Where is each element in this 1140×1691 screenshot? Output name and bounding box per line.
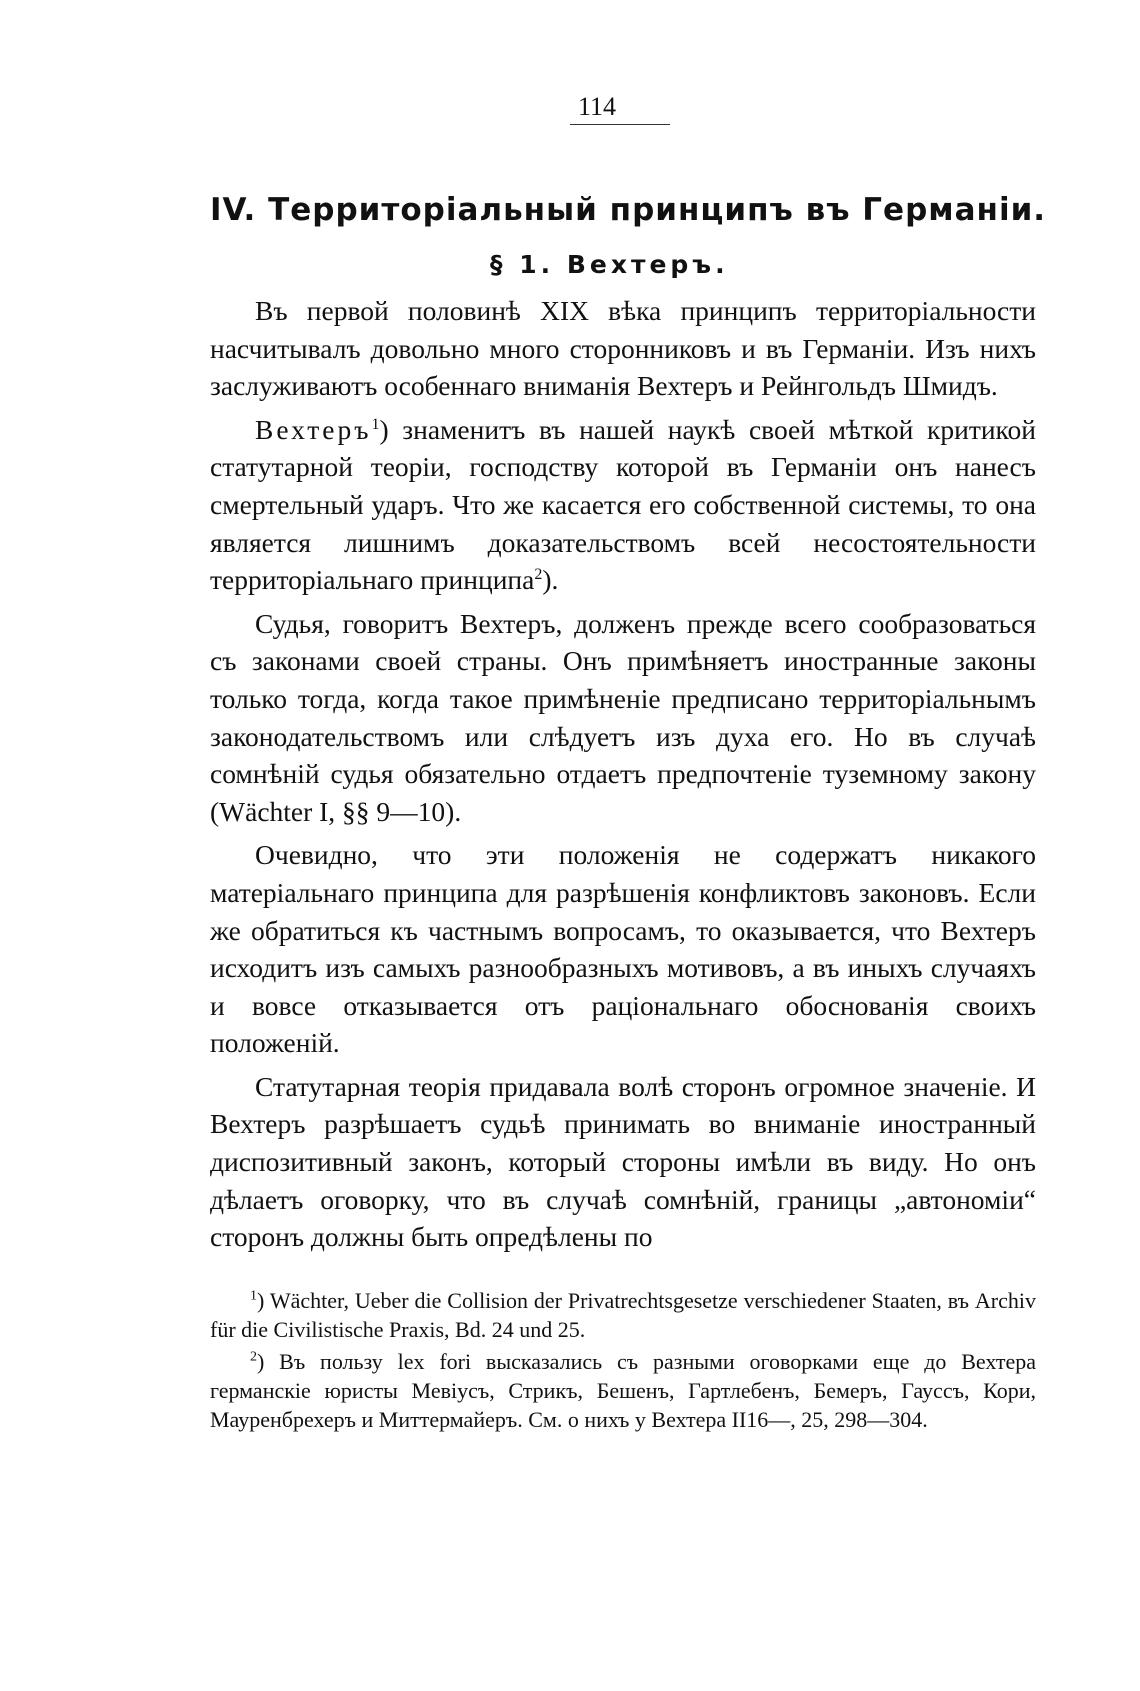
chapter-title: IV. Территоріальный принципъ въ Германіи. — [210, 192, 1047, 228]
footnote-1 — [210, 1286, 1036, 1344]
body-text — [210, 292, 1036, 1262]
footnote-1-text: ) Wächter, Ueber die Collision der Privatrechtsgesetze verschiedener Staaten, въ Archiv für die Civilistische Praxis, Bd. 24 und 25. — [210, 1288, 1036, 1342]
section-name: Вехтеръ. — [566, 250, 729, 279]
footnote-ref-1[interactable]: 1 — [371, 415, 380, 433]
section-sign: § 1. — [490, 250, 555, 279]
footnote-2 — [210, 1347, 1036, 1434]
paragraph-2 — [210, 411, 1036, 599]
page-number: 114 — [578, 92, 617, 121]
section-title — [490, 248, 729, 282]
paragraph-5: Статутарная теорія придавала волѣ сторонъ огромное значеніе. И Вехтеръ разрѣшаетъ судьѣ принимать во вниманіе иностранный диспозитивный законъ, который стороны имѣли въ виду. Но онъ дѣлаетъ оговорку, что въ случаѣ сомнѣній, границы „автономіи“ сторонъ должны быть опредѣлены по — [210, 1070, 1036, 1253]
footnote-1-mark: 1 — [250, 1288, 257, 1304]
footnotes — [210, 1286, 1036, 1437]
page-number-rule — [570, 124, 670, 125]
footnote-ref-2[interactable]: 2 — [534, 566, 543, 583]
paragraph-2-body: ) знаменитъ въ нашей наукѣ своей мѣткой критикой статутарной теоріи, господству которой въ Германіи онъ нанесъ смертельный ударъ. Что же касается его собственной системы, то она является лишнимъ доказательствомъ всей несостоятельности территоріальнаго принципа — [210, 413, 1036, 596]
paragraph-2-lead: Вехтеръ — [255, 413, 372, 445]
paragraph-4: Очевидно, что эти положенія не содержатъ никакого матеріальнаго принципа для разрѣшенія конфликтовъ законовъ. Если же обратиться къ частнымъ вопросамъ, то оказывается, что Вехтеръ исходитъ изъ самыхъ разнообразныхъ мотивовъ, а въ иныхъ случаяхъ и вовсе отказывается отъ раціональнаго обоснованія своихъ положеній. — [210, 839, 1036, 1059]
footnote-2-text: ) Въ пользу lex fori высказались съ разными оговорками еще до Вехтера германскіе юристы Мевіусъ, Стрикъ, Бешенъ, Гартлебенъ, Бемеръ, Гауссъ, Кори, Мауренбрехеръ и Миттермайеръ. См. о нихъ у Вехтера II16—, 25, 298—304. — [210, 1349, 1036, 1432]
footnote-2-mark: 2 — [250, 1349, 257, 1365]
paragraph-3: Судья, говоритъ Вехтеръ, долженъ прежде всего сообразоваться съ законами своей страны. Онъ примѣняетъ иностранные законы только тогда, когда такое примѣненіе предписано территоріальнымъ законодательствомъ или слѣдуетъ изъ духа его. Но въ случаѣ сомнѣній судья обязательно отдаетъ предпочтеніе туземному закону (Wächter I, §§ 9—10). — [210, 607, 1036, 827]
paragraph-1: Въ первой половинѣ XIX вѣка принципъ территоріальности насчитывалъ довольно много сторонниковъ и въ Германіи. Изъ нихъ заслуживаютъ особеннаго вниманія Вехтеръ и Рейнгольдъ Шмидъ. — [210, 295, 1036, 402]
paragraph-2-tail: ). — [542, 564, 559, 596]
